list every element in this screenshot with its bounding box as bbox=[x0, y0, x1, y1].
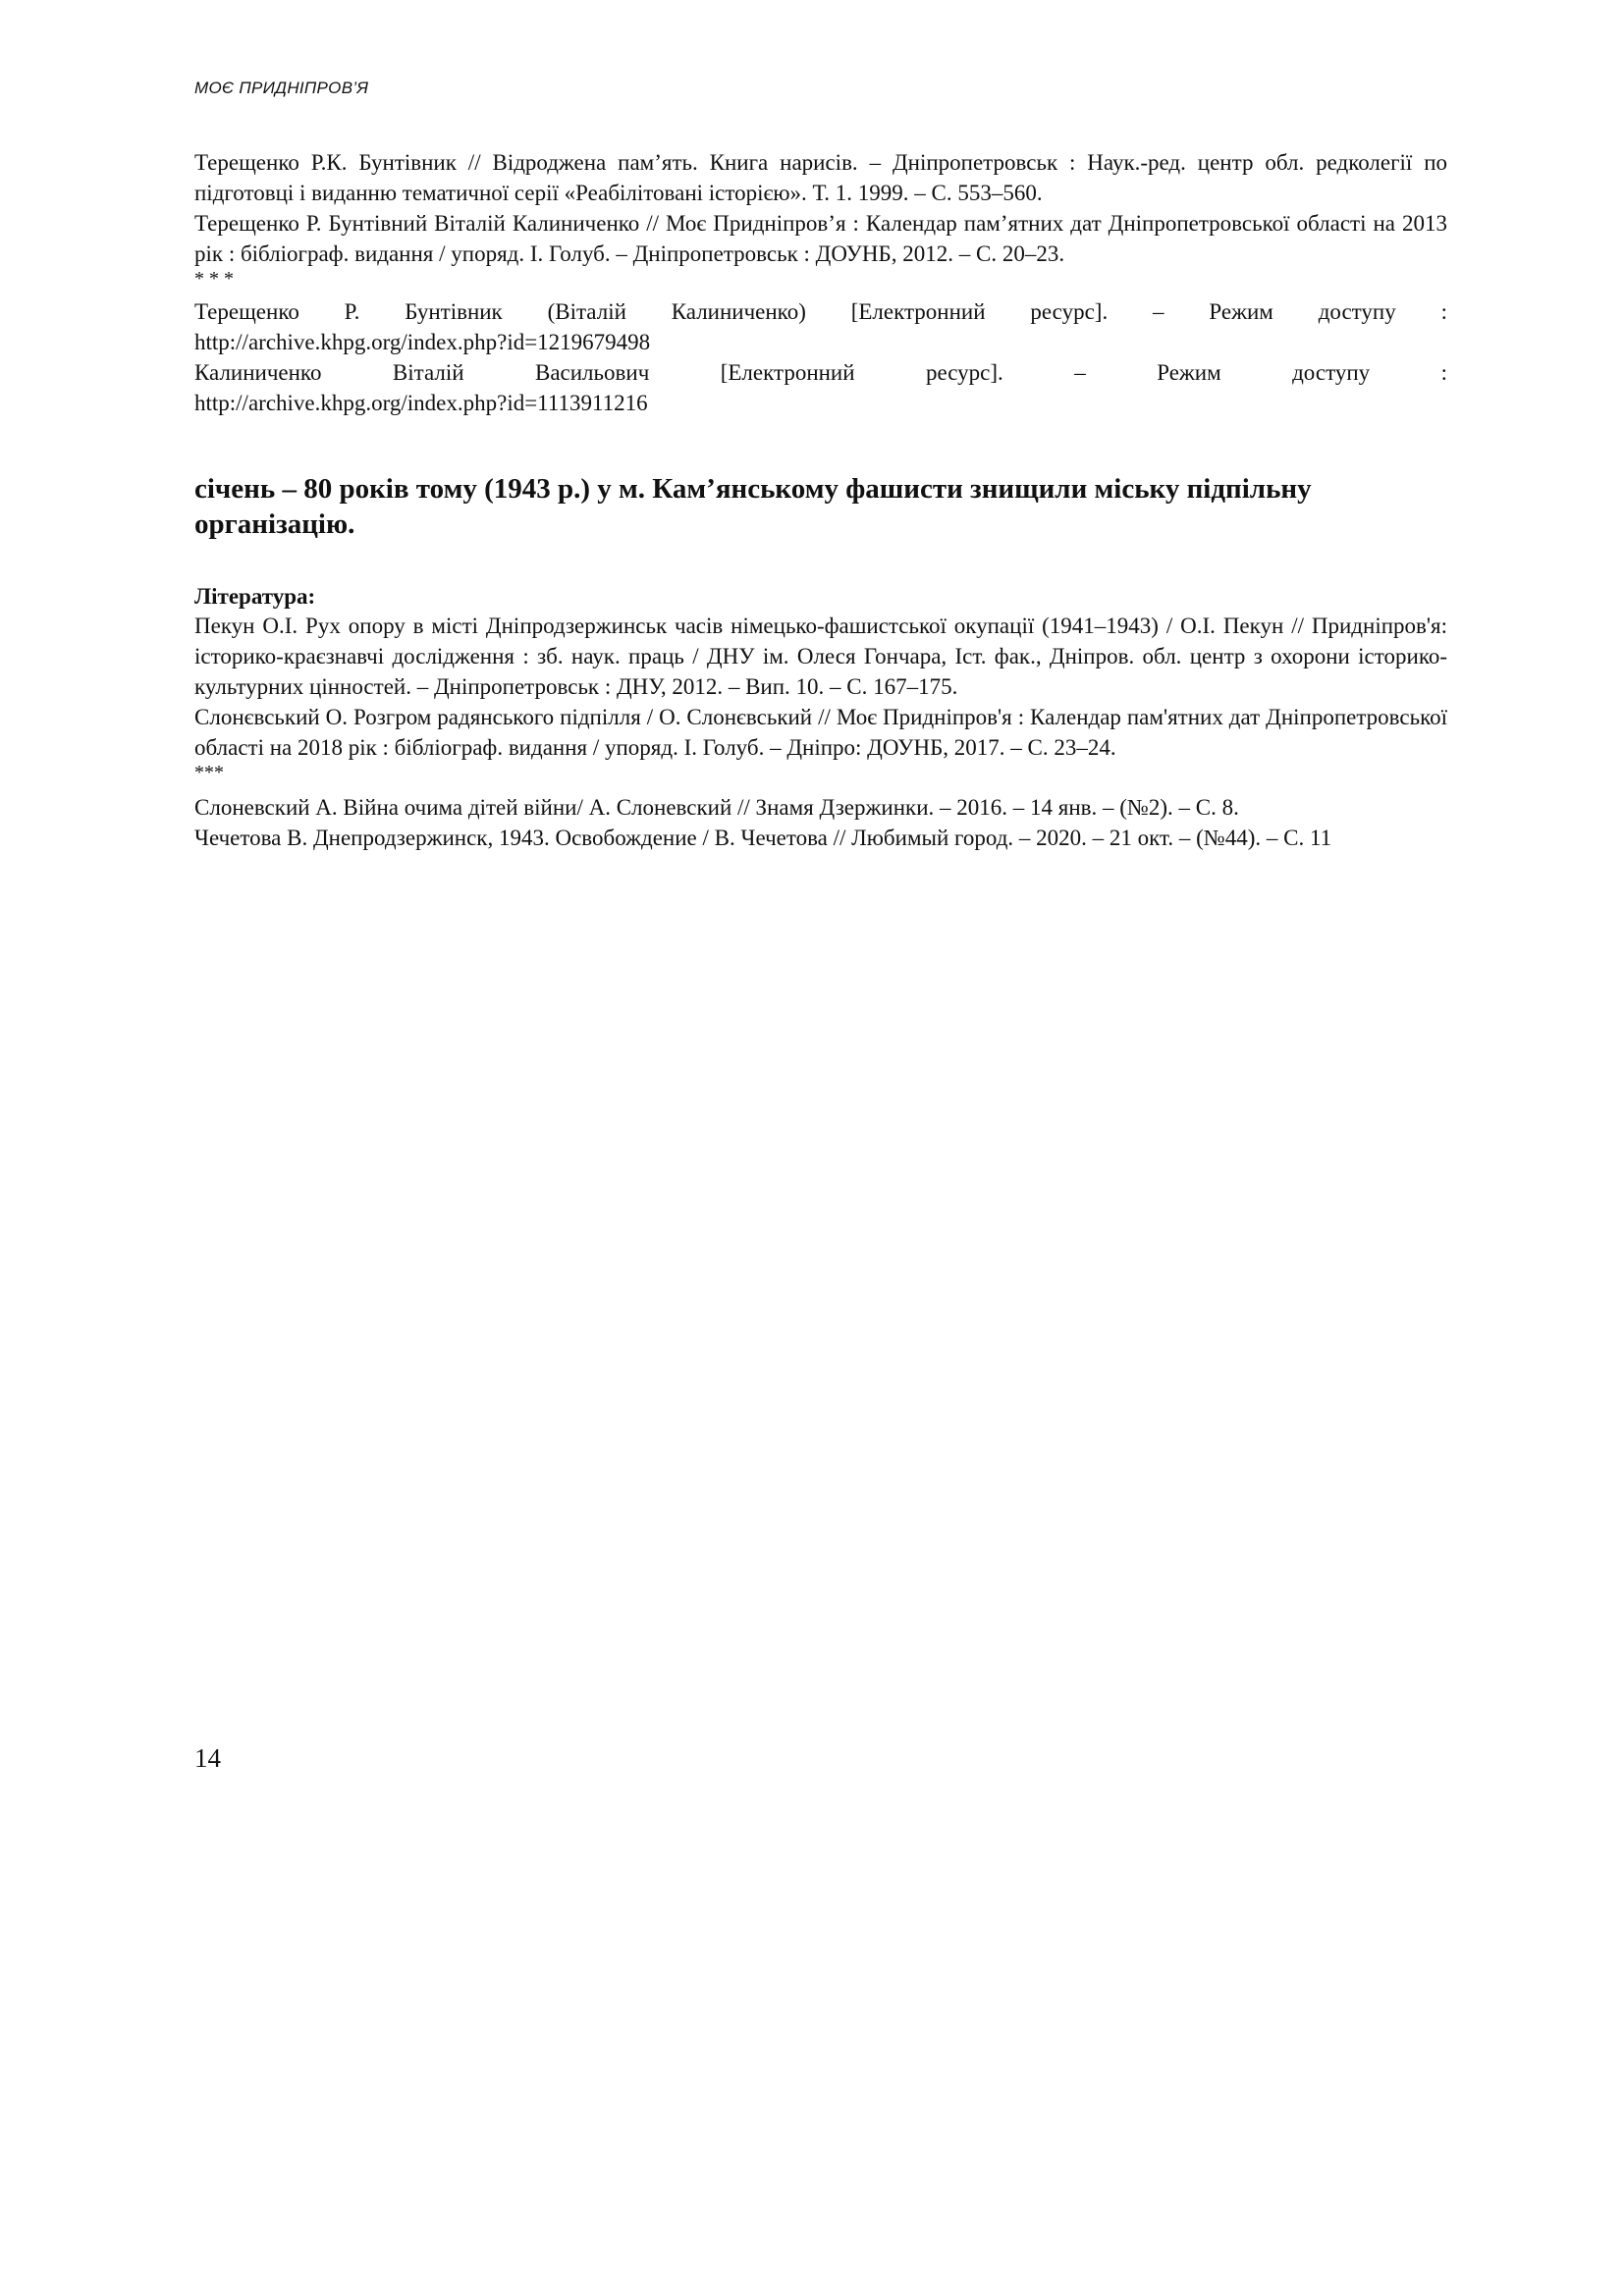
web-reference-description: Калиниченко Віталій Васильович [Електронний ресурс]. – Режим доступу : bbox=[194, 360, 1447, 385]
web-reference-link[interactable]: http://archive.khpg.org/index.php?id=1219679498 bbox=[194, 330, 651, 354]
web-reference bbox=[194, 296, 1447, 357]
reference-entry: Слонєвський О. Розгром радянського підпілля / О. Слонєвський // Моє Придніпров'я : Календар пам'ятних дат Дніпропетровської області на 2018 рік : бібліограф. видання / упоряд. І. Голуб. – Дніпро: ДОУНБ, 2017. – С. 23–24. bbox=[194, 705, 1447, 760]
reference-entry: Слоневский А. Війна очима дітей війни/ А. Слоневский // Знамя Дзержинки. – 2016. – 14 янв. – (№2). – С. 8. bbox=[194, 795, 1239, 820]
section-separator: *** bbox=[194, 762, 224, 783]
reference-entry: Чечетова В. Днепродзержинск, 1943. Освобождение / В. Чечетова // Любимый город. – 2020. – 21 окт. – (№44). – С. 11 bbox=[194, 826, 1332, 850]
reference-entry: Терещенко Р. Бунтівний Віталій Калиниченко // Моє Придніпров’я : Календар пам’ятних дат Дніпропетровської області на 2013 рік : бібліограф. видання / упоряд. І. Голуб. – Дніпропетровськ : ДОУНБ, 2012. – С. 20–23. bbox=[194, 211, 1447, 266]
page-content bbox=[194, 147, 1447, 853]
reference-entry: Пекун О.І. Рух опору в місті Дніпродзержинськ часів німецько-фашистської окупації (1941–1943) / О.І. Пекун // Придніпров'я: історико-краєзнавчі дослідження : зб. наук. праць / ДНУ ім. Олеся Гончара, Іст. фак., Дніпров. обл. центр з охорони історико-культурних цінностей. – Дніпропетровськ : ДНУ, 2012. – Вип. 10. – С. 167–175. bbox=[194, 614, 1447, 699]
event-title: січень – 80 років тому (1943 р.) у м. Кам’янському фашисти знищили міську підпільну організацію. bbox=[194, 473, 1312, 540]
running-header: МОЄ ПРИДНІПРОВ’Я bbox=[194, 79, 369, 97]
literature-heading: Література: bbox=[194, 584, 316, 609]
page-number: 14 bbox=[194, 1743, 221, 1773]
web-reference-link[interactable]: http://archive.khpg.org/index.php?id=1113911216 bbox=[194, 391, 648, 415]
web-reference-description: Терещенко Р. Бунтівник (Віталій Калиниченко) [Електронний ресурс]. – Режим доступу : bbox=[194, 299, 1447, 324]
web-reference bbox=[194, 357, 1447, 418]
reference-entry: Терещенко Р.К. Бунтівник // Відроджена пам’ять. Книга нарисів. – Дніпропетровськ : Наук.-ред. центр обл. редколегії по підготовці і виданню тематичної серії «Реабілітовані історією». Т. 1. 1999. – С. 553–560. bbox=[194, 150, 1447, 205]
section-separator: * * * bbox=[194, 268, 234, 290]
